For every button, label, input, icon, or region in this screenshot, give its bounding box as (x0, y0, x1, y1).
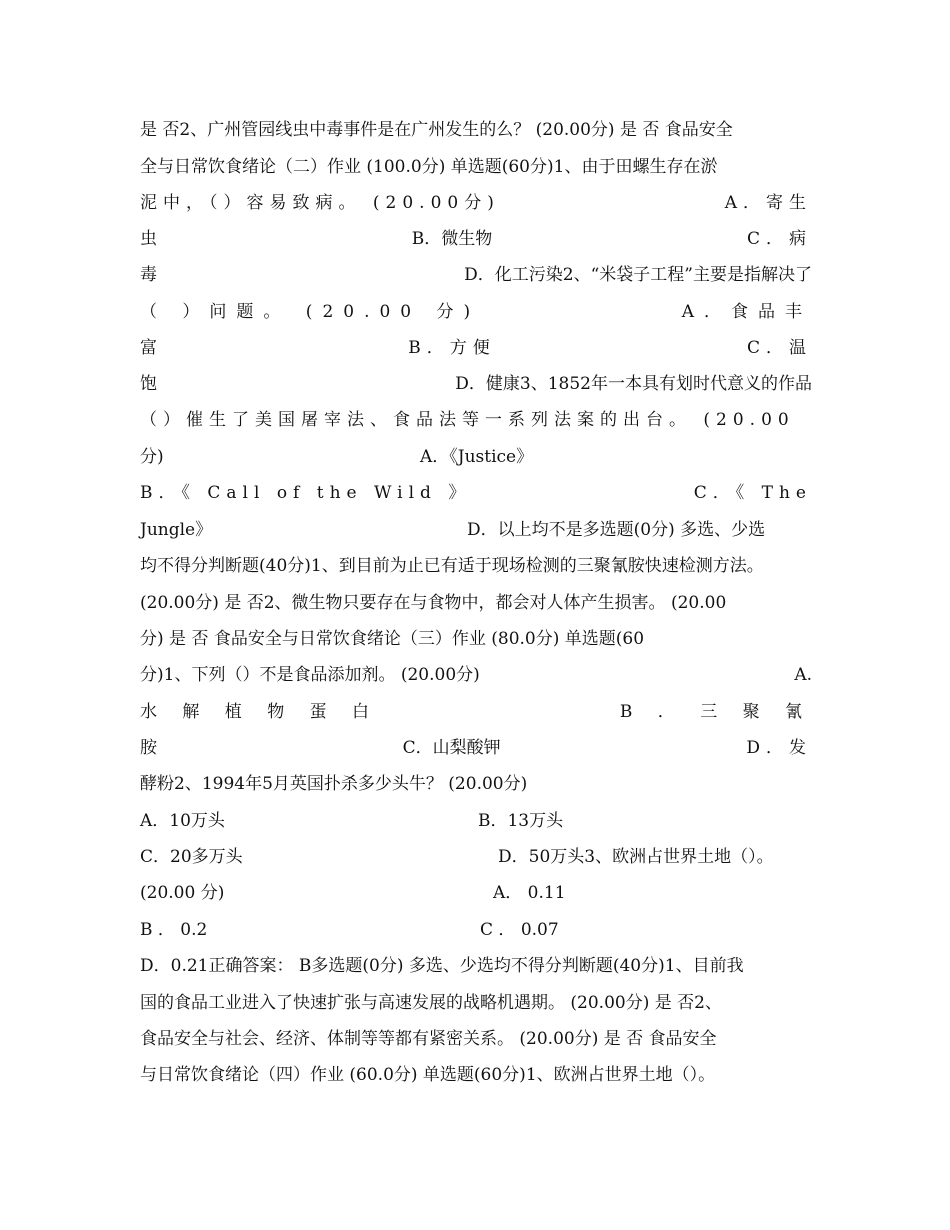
text-line (140, 297, 812, 327)
text-span: 富 (140, 338, 157, 358)
text-span: 与日常饮食绪论（四）作业 (60.0分) 单选题(60分)1、欧洲占世界土地（）。 (140, 1065, 716, 1085)
option-c: C．病 (746, 229, 812, 249)
option-b: B．13万头 (478, 811, 564, 831)
text-line (140, 478, 812, 508)
text-line (140, 442, 812, 472)
text-span: 分)1、下列（）不是食品添加剂。 (20.00分) (140, 665, 480, 685)
text-span: 分) 是 否 食品安全与日常饮食绪论（三）作业 (80.0分) 单选题(60 (140, 629, 645, 649)
text-line (140, 152, 812, 182)
text-span: D．0.21正确答案： B多选题(0分) 多选、少选均不得分判断题(40分)1、目前我 (140, 956, 744, 976)
option-d: D．发 (746, 738, 812, 758)
text-span: 胺 (140, 738, 157, 758)
text-line (140, 842, 812, 872)
option-a: A．寄生 (724, 193, 812, 213)
text-line (140, 878, 812, 908)
text-span: 酵粉2、1994年5月英国扑杀多少头牛？ (20.00分) (140, 774, 528, 794)
text-span: 分) (140, 447, 164, 467)
text-span: 均不得分判断题(40分)1、到目前为止已有适于现场检测的三聚氰胺快速检测方法。 (140, 556, 764, 576)
option-a: A． 0.11 (493, 883, 566, 903)
text-span: 毒 (140, 265, 157, 285)
option-a: A．10万头 (140, 811, 225, 831)
option-a: A．食品丰 (681, 302, 812, 322)
text-line (140, 915, 812, 945)
text-line (140, 588, 812, 618)
option-b: B ． 三 聚 氰 (619, 702, 812, 722)
text-span: 泥中，（）容易致病。 (20.00分) (140, 193, 500, 213)
text-line (140, 806, 812, 836)
text-span: (20.00 分) (140, 883, 225, 903)
text-span: （ ）问题。 (20.00 分) (140, 302, 481, 322)
text-line (140, 697, 812, 727)
text-span: （）催生了美国屠宰法、食品法等一系列法案的出台。 (20.00 (140, 410, 795, 430)
text-line (140, 988, 812, 1018)
text-span: 全与日常饮食绪论（二）作业 (100.0分) 单选题(60分)1、由于田螺生存在淤 (140, 157, 718, 177)
text-line (140, 733, 812, 763)
text-span: 虫 (140, 229, 157, 249)
option-a: A．《Justice》 (420, 447, 534, 467)
text-line (140, 769, 812, 799)
text-line (140, 1060, 812, 1090)
option-b: B ． 0.2 (140, 920, 208, 940)
option-c: C．《 The (693, 483, 812, 503)
option-c: C ． 0.07 (480, 920, 559, 940)
text-line (140, 624, 812, 654)
text-span: Jungle》 (140, 520, 213, 540)
text-line (140, 660, 812, 690)
text-span: 水 解 植 物 蛋 白 (140, 702, 380, 722)
text-span: 是 否2、广州管园线虫中毒事件是在广州发生的么？ (20.00分) 是 否 食品安全 (140, 120, 733, 140)
option-d: D．50万头3、欧洲占世界土地（）。 (498, 847, 774, 867)
option-d: D．以上均不是多选题(0分) 多选、少选 (467, 520, 766, 540)
text-line (140, 224, 812, 254)
text-line (140, 1024, 812, 1054)
option-a: A. (794, 665, 812, 685)
option-d: D．化工污染2、“米袋子工程”主要是指解决了 (464, 265, 812, 285)
text-line (140, 260, 812, 290)
option-b: B．方便 (408, 338, 496, 358)
text-line (140, 188, 812, 218)
text-span: 食品安全与社会、经济、体制等等都有紧密关系。 (20.00分) 是 否 食品安全 (140, 1029, 717, 1049)
text-line (140, 405, 812, 435)
option-c: C．山梨酸钾 (402, 738, 501, 758)
text-line (140, 333, 812, 363)
text-line (140, 951, 812, 981)
option-b: B．微生物 (411, 229, 493, 249)
option-b: B．《 Call of the Wild 》 (140, 483, 472, 503)
text-line (140, 551, 812, 581)
text-line (140, 515, 812, 545)
text-line (140, 369, 812, 399)
option-c: C．温 (746, 338, 812, 358)
option-d: D．健康3、1852年一本具有划时代意义的作品 (455, 374, 812, 394)
text-span: 国的食品工业进入了快速扩张与高速发展的战略机遇期。 (20.00分) 是 否2、 (140, 993, 722, 1013)
text-span: (20.00分) 是 否2、微生物只要存在与食物中，都会对人体产生损害。 (20.00 (140, 593, 727, 613)
option-c: C．20多万头 (140, 847, 243, 867)
text-line (140, 115, 812, 145)
text-span: 饱 (140, 374, 157, 394)
